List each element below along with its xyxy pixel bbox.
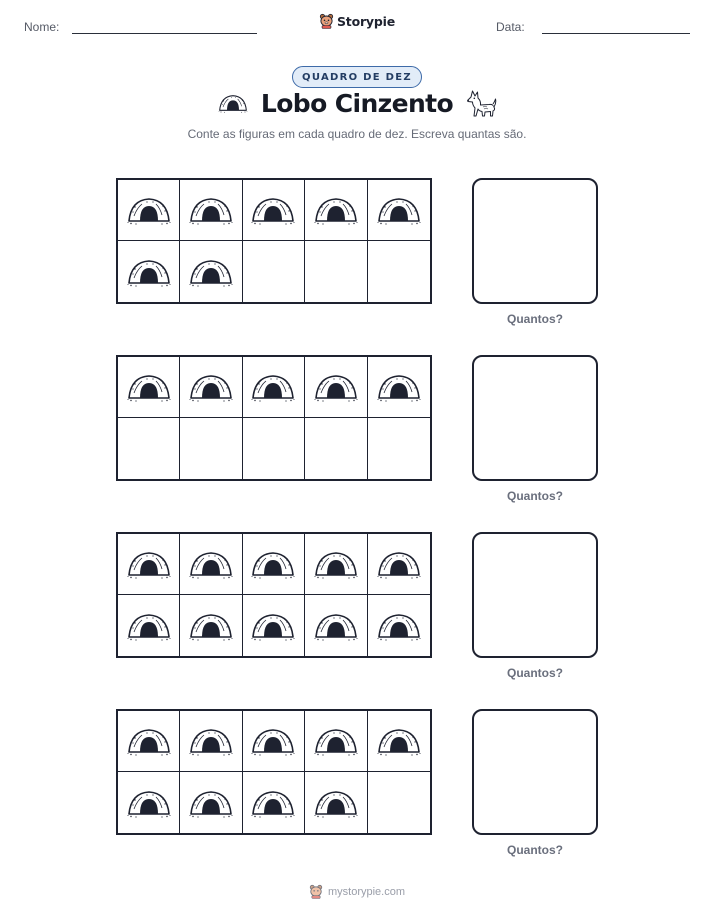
ten-frame-cell (368, 595, 430, 656)
cave-mound-icon (251, 549, 295, 579)
ten-frame-cell (118, 180, 180, 241)
date-line (542, 33, 690, 34)
name-label: Nome: (24, 20, 60, 34)
cave-mound-icon (314, 788, 358, 818)
name-line (72, 33, 257, 34)
answer-box[interactable] (472, 532, 598, 658)
ten-frame-cell (305, 357, 367, 418)
cave-mound-icon (127, 195, 171, 225)
ten-frame-cell (368, 711, 430, 772)
storypie-mascot-icon (309, 884, 323, 899)
ten-frame-cell (243, 180, 305, 241)
footer (0, 884, 714, 899)
ten-frame-cell (180, 180, 242, 241)
ten-frame-cell (368, 241, 430, 302)
cave-mound-icon (127, 611, 171, 641)
answer-prompt: Quantos? (507, 312, 563, 326)
ten-frame-cell (243, 357, 305, 418)
ten-frame-cell (243, 418, 305, 479)
ten-frame-cell (305, 418, 367, 479)
ten-frame-cell (368, 534, 430, 595)
ten-frame-cell (118, 241, 180, 302)
ten-frame-cell (180, 772, 242, 833)
cave-mound-icon (377, 195, 421, 225)
brand-logo (0, 13, 714, 29)
answer-prompt: Quantos? (507, 666, 563, 680)
cave-mound-icon (127, 549, 171, 579)
ten-frame-cell (243, 772, 305, 833)
ten-frame-cell (305, 772, 367, 833)
ten-frame-cell (368, 357, 430, 418)
cave-mound-icon (127, 372, 171, 402)
cave-mound-icon (189, 611, 233, 641)
ten-frame-cell (118, 595, 180, 656)
cave-mound-icon (217, 93, 249, 113)
ten-frame-cell (180, 357, 242, 418)
cave-mound-icon (314, 195, 358, 225)
ten-frame-cell (305, 241, 367, 302)
cave-mound-icon (377, 372, 421, 402)
ten-frame-cell (368, 418, 430, 479)
ten-frame-cell (243, 595, 305, 656)
ten-frame (116, 532, 432, 658)
ten-frame-cell (243, 241, 305, 302)
cave-mound-icon (251, 372, 295, 402)
answer-box[interactable] (472, 709, 598, 835)
ten-frame-cell (305, 534, 367, 595)
cave-mound-icon (314, 549, 358, 579)
cave-mound-icon (251, 611, 295, 641)
date-label: Data: (496, 20, 525, 34)
ten-frame-cell (305, 595, 367, 656)
page-title: Lobo Cinzento (260, 88, 454, 118)
ten-frame-cell (180, 711, 242, 772)
ten-frame-cell (180, 595, 242, 656)
cave-mound-icon (189, 372, 233, 402)
ten-frame-cell (118, 357, 180, 418)
ten-frame (116, 355, 432, 481)
cave-mound-icon (314, 611, 358, 641)
cave-mound-icon (377, 549, 421, 579)
cave-mound-icon (377, 726, 421, 756)
cave-mound-icon (314, 372, 358, 402)
ten-frame-cell (180, 418, 242, 479)
ten-frame-cell (118, 772, 180, 833)
ten-frame-cell (368, 772, 430, 833)
cave-mound-icon (251, 726, 295, 756)
storypie-mascot-icon (319, 13, 334, 29)
cave-mound-icon (127, 788, 171, 818)
ten-frame-cell (118, 418, 180, 479)
cave-mound-icon (189, 726, 233, 756)
ten-frame-cell (243, 711, 305, 772)
cave-mound-icon (127, 257, 171, 287)
ten-frame-cell (305, 711, 367, 772)
ten-frame-cell (118, 534, 180, 595)
cave-mound-icon (189, 257, 233, 287)
cave-mound-icon (189, 549, 233, 579)
ten-frame-cell (243, 534, 305, 595)
cave-mound-icon (127, 726, 171, 756)
ten-frame-cell (180, 534, 242, 595)
wolf-icon (465, 88, 497, 118)
cave-mound-icon (251, 788, 295, 818)
ten-frame-cell (305, 180, 367, 241)
cave-mound-icon (251, 195, 295, 225)
footer-url: mystorypie.com (327, 885, 406, 898)
ten-frame-cell (368, 180, 430, 241)
cave-mound-icon (189, 195, 233, 225)
ten-frame (116, 709, 432, 835)
answer-box[interactable] (472, 178, 598, 304)
answer-prompt: Quantos? (507, 843, 563, 857)
ten-frame-cell (118, 711, 180, 772)
ten-frame-cell (180, 241, 242, 302)
brand-name: Storypie (337, 13, 395, 29)
instructions: Conte as figuras em cada quadro de dez. Escreva quantas são. (187, 127, 527, 141)
cave-mound-icon (189, 788, 233, 818)
ten-frame (116, 178, 432, 304)
answer-prompt: Quantos? (507, 489, 563, 503)
cave-mound-icon (314, 726, 358, 756)
cave-mound-icon (377, 611, 421, 641)
worksheet-type-badge: QUADRO DE DEZ (292, 66, 422, 88)
answer-box[interactable] (472, 355, 598, 481)
